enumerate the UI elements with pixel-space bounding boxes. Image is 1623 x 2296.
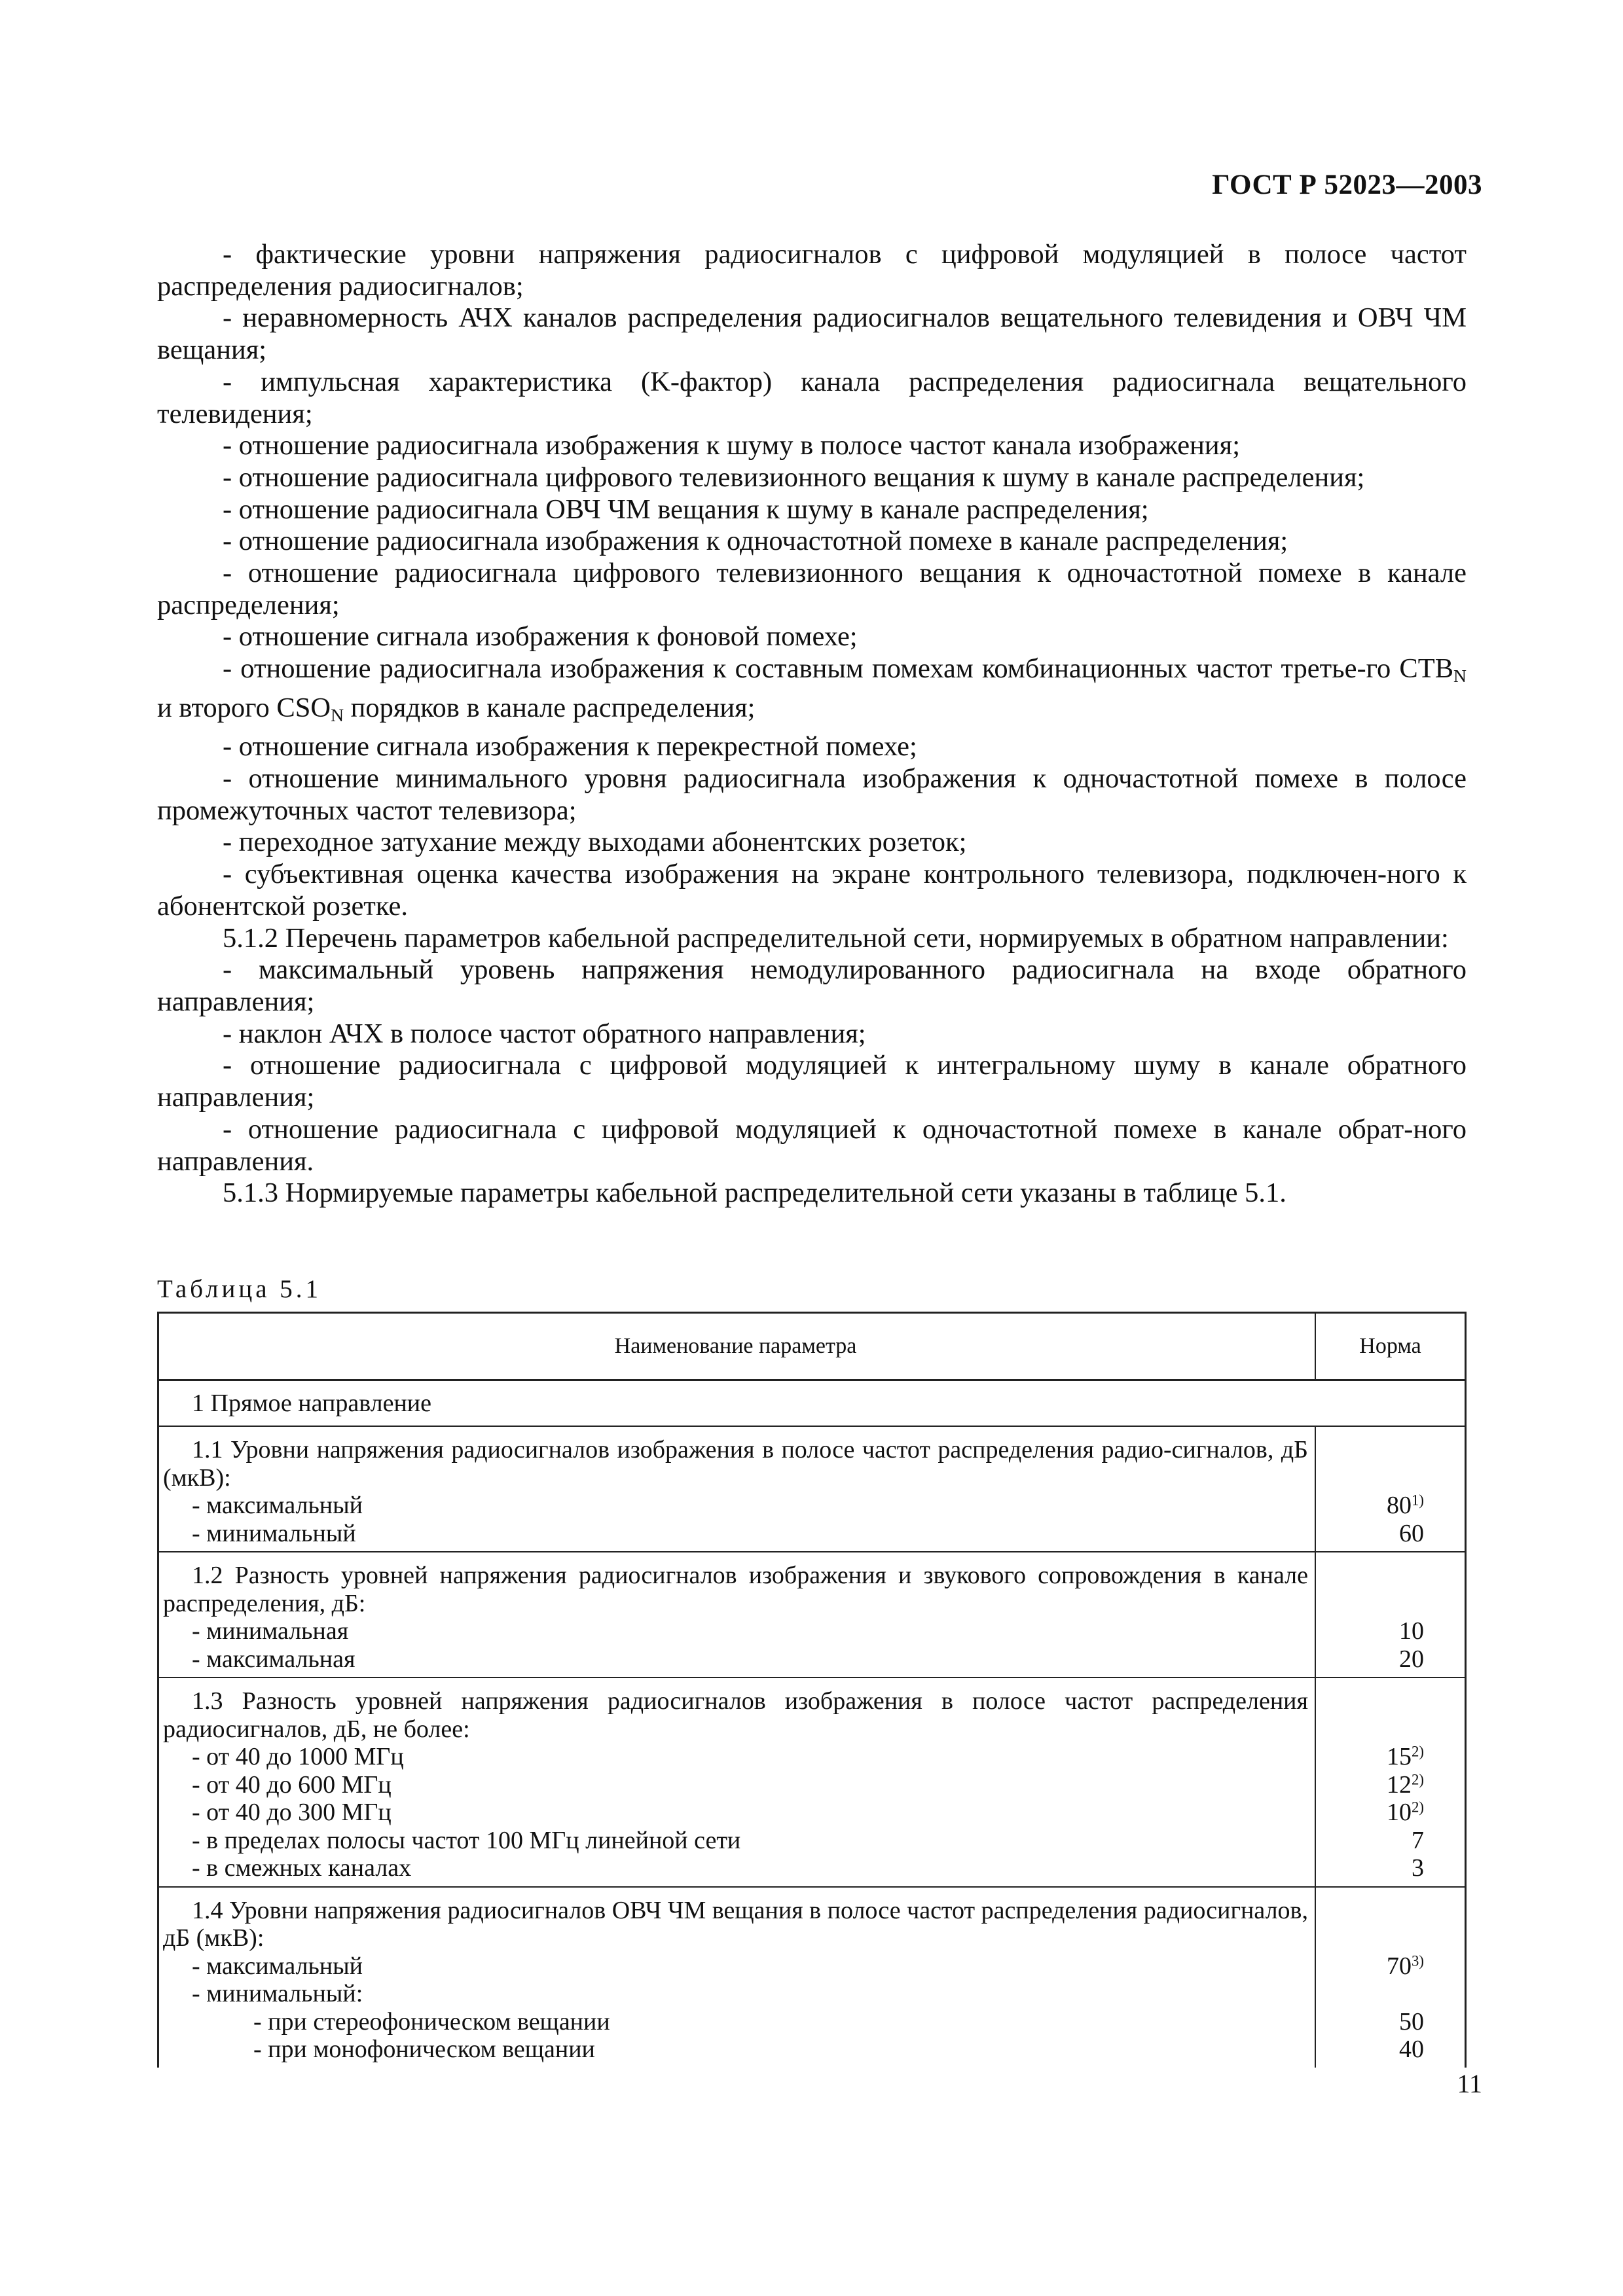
paragraph: 5.1.3 Нормируемые параметры кабельной распределительной сети указаны в таблице 5.1. <box>223 1177 1286 1209</box>
norm-number: 15 <box>1387 1743 1412 1770</box>
parameter-title: 1.4 Уровни напряжения радиосигналов ОВЧ ЧМ вещания в полосе частот распределения радиосигналов, дБ (мкВ): <box>163 1896 1308 1952</box>
column-header-parameter: Наименование параметра <box>159 1314 1316 1379</box>
table-row <box>159 1888 1465 2068</box>
norm-number: 80 <box>1387 1492 1412 1519</box>
norm-number: 12 <box>1387 1770 1412 1799</box>
subscript: N <box>331 704 344 725</box>
paragraph: - импульсная характеристика (K-фактор) канала распределения радиосигнала вещательного телевидения; <box>157 366 1467 429</box>
parameter-item: - максимальная <box>192 1645 356 1673</box>
norm-value <box>1316 1799 1424 1827</box>
norm-value <box>1316 1520 1424 1548</box>
text-run: порядков в канале распределения; <box>344 692 756 723</box>
parameter-cell <box>159 1888 1316 2068</box>
norm-spacer <box>1316 1687 1424 1743</box>
paragraph: 5.1.2 Перечень параметров кабельной распределительной сети, нормируемых в обратном направлении: <box>223 922 1449 954</box>
page-number: 11 <box>1457 2069 1482 2098</box>
parameter-item: - в пределах полосы частот 100 МГц линейной сети <box>192 1826 741 1854</box>
paragraph: - переходное затухание между выходами абонентских розеток; <box>223 827 967 858</box>
paragraph: - отношение радиосигнала изображения к шуму в полосе частот канала изображения; <box>223 430 1241 461</box>
parameter-cell <box>159 1427 1316 1551</box>
norm-value <box>1316 1617 1424 1645</box>
footnote-marker: 2) <box>1412 1770 1424 1787</box>
paragraph: - фактические уровни напряжения радиосигналов с цифровой модуляцией в полосе частот распределения радиосигналов; <box>157 239 1467 302</box>
norm-number: 50 <box>1399 2007 1424 2036</box>
paragraph: - отношение сигнала изображения к перекрестной помехе; <box>223 731 917 762</box>
paragraph: - отношение радиосигнала изображения к одночастотной помехе в канале распределения; <box>223 526 1288 557</box>
column-header-norm: Норма <box>1359 1333 1421 1358</box>
paragraph: - отношение радиосигнала с цифровой модуляцией к интегральному шуму в канале обратного направления; <box>157 1050 1467 1113</box>
norm-value <box>1316 1645 1424 1674</box>
paragraph: - отношение радиосигнала ОВЧ ЧМ вещания к шуму в канале распределения; <box>223 493 1149 525</box>
parameter-title: 1.1 Уровни напряжения радиосигналов изображения в полосе частот распределения радио-сигналов, дБ (мкВ): <box>163 1436 1308 1492</box>
norm-number: 20 <box>1399 1645 1424 1673</box>
parameter-item: - в смежных каналах <box>192 1854 412 1882</box>
parameter-title: 1.2 Разность уровней напряжения радиосигналов изображения и звукового сопровождения в канале распределения, дБ: <box>163 1562 1308 1617</box>
paragraph: - отношение радиосигнала цифрового телевизионного вещания к шуму в канале распределения; <box>223 461 1365 493</box>
norm-value <box>1316 1771 1424 1799</box>
norm-spacer <box>1316 1436 1424 1492</box>
paragraph: - субъективная оценка качества изображения на экране контрольного телевизора, подключен-ного к абонентской розетке. <box>157 859 1467 922</box>
subscript: N <box>1453 666 1467 687</box>
norm-value <box>1316 1743 1424 1771</box>
norm-value <box>1316 1854 1424 1882</box>
table-rows <box>159 1427 1465 2068</box>
paragraph: - отношение минимального уровня радиосигнала изображения к одночастотной помехе в полосе промежуточных частот телевизора; <box>157 763 1467 826</box>
table-caption: Таблица 5.1 <box>157 1275 322 1303</box>
table-row <box>159 1678 1465 1888</box>
footnote-marker: 1) <box>1412 1492 1424 1509</box>
parameter-cell <box>159 1552 1316 1677</box>
section-title: 1 Прямое направление <box>192 1389 432 1417</box>
norm-value <box>1316 2008 1424 2036</box>
table-header-row <box>159 1314 1465 1381</box>
paragraph: - отношение радиосигнала цифрового телевизионного вещания к одночастотной помехе в канале распределения; <box>157 558 1467 620</box>
parameter-item: - минимальный <box>192 1519 356 1547</box>
parameter-item: - минимальная <box>192 1617 349 1645</box>
table-section-row <box>159 1381 1465 1427</box>
parameter-item: - максимальный <box>192 1492 363 1519</box>
norm-cell <box>1316 1427 1465 1551</box>
norm-cell <box>1316 1888 1465 2068</box>
paragraph: - отношение сигнала изображения к фоновой помехе; <box>223 621 858 653</box>
norm-number: 10 <box>1387 1799 1412 1826</box>
paragraph: - неравномерность АЧХ каналов распределения радиосигналов вещательного телевидения и ОВЧ ЧМ вещания; <box>157 302 1467 366</box>
norm-cell <box>1316 1678 1465 1886</box>
norm-number: 60 <box>1399 1519 1424 1547</box>
table-row <box>159 1427 1465 1552</box>
norm-value <box>1316 1827 1424 1855</box>
norm-cell <box>1316 1552 1465 1677</box>
table-row <box>159 1552 1465 1678</box>
paragraph: - максимальный уровень напряжения немодулированного радиосигнала на входе обратного направления; <box>157 954 1467 1017</box>
parameter-cell <box>159 1678 1316 1886</box>
parameters-table <box>157 1312 1467 2068</box>
body-text <box>157 239 1467 1210</box>
norm-value <box>1316 1492 1424 1520</box>
norm-spacer <box>1316 1562 1424 1617</box>
norm-value <box>1316 1952 1424 1981</box>
footnote-marker: 3) <box>1412 1952 1424 1969</box>
norm-number: 70 <box>1387 1952 1412 1980</box>
parameter-item: - от 40 до 300 МГц <box>192 1799 392 1826</box>
parameter-item: - максимальный <box>192 1952 363 1980</box>
parameter-item: - от 40 до 1000 МГц <box>192 1743 404 1770</box>
document-header: ГОСТ Р 52023—2003 <box>1212 170 1482 200</box>
parameter-title: 1.3 Разность уровней напряжения радиосигналов изображения в полосе частот распределения радиосигналов, дБ, не более: <box>163 1687 1308 1743</box>
paragraph: - наклон АЧХ в полосе частот обратного направления; <box>223 1018 866 1049</box>
text-run: - отношение радиосигнала изображения к составным помехам комбинационных частот третье-го CTB <box>223 653 1454 685</box>
norm-value <box>1316 2036 1424 2064</box>
norm-number: 40 <box>1399 2036 1424 2063</box>
footnote-marker: 2) <box>1412 1743 1424 1760</box>
parameter-item: - от 40 до 600 МГц <box>192 1770 392 1799</box>
norm-number: 3 <box>1412 1854 1424 1882</box>
norm-spacer <box>1316 1897 1424 1952</box>
parameter-item: - минимальный: <box>192 1980 363 2007</box>
norm-number: 10 <box>1399 1617 1424 1645</box>
text-run: и второго CSO <box>157 692 331 723</box>
norm-value <box>1316 1980 1424 2008</box>
footnote-marker: 2) <box>1412 1799 1424 1816</box>
norm-number: 7 <box>1412 1826 1424 1854</box>
paragraph-ctb-cso <box>157 653 1467 731</box>
parameter-item: - при монофоническом вещании <box>253 2036 595 2063</box>
paragraph: - отношение радиосигнала с цифровой модуляцией к одночастотной помехе в канале обрат-ного направления. <box>157 1113 1467 1177</box>
parameter-item: - при стереофоническом вещании <box>253 2007 610 2036</box>
